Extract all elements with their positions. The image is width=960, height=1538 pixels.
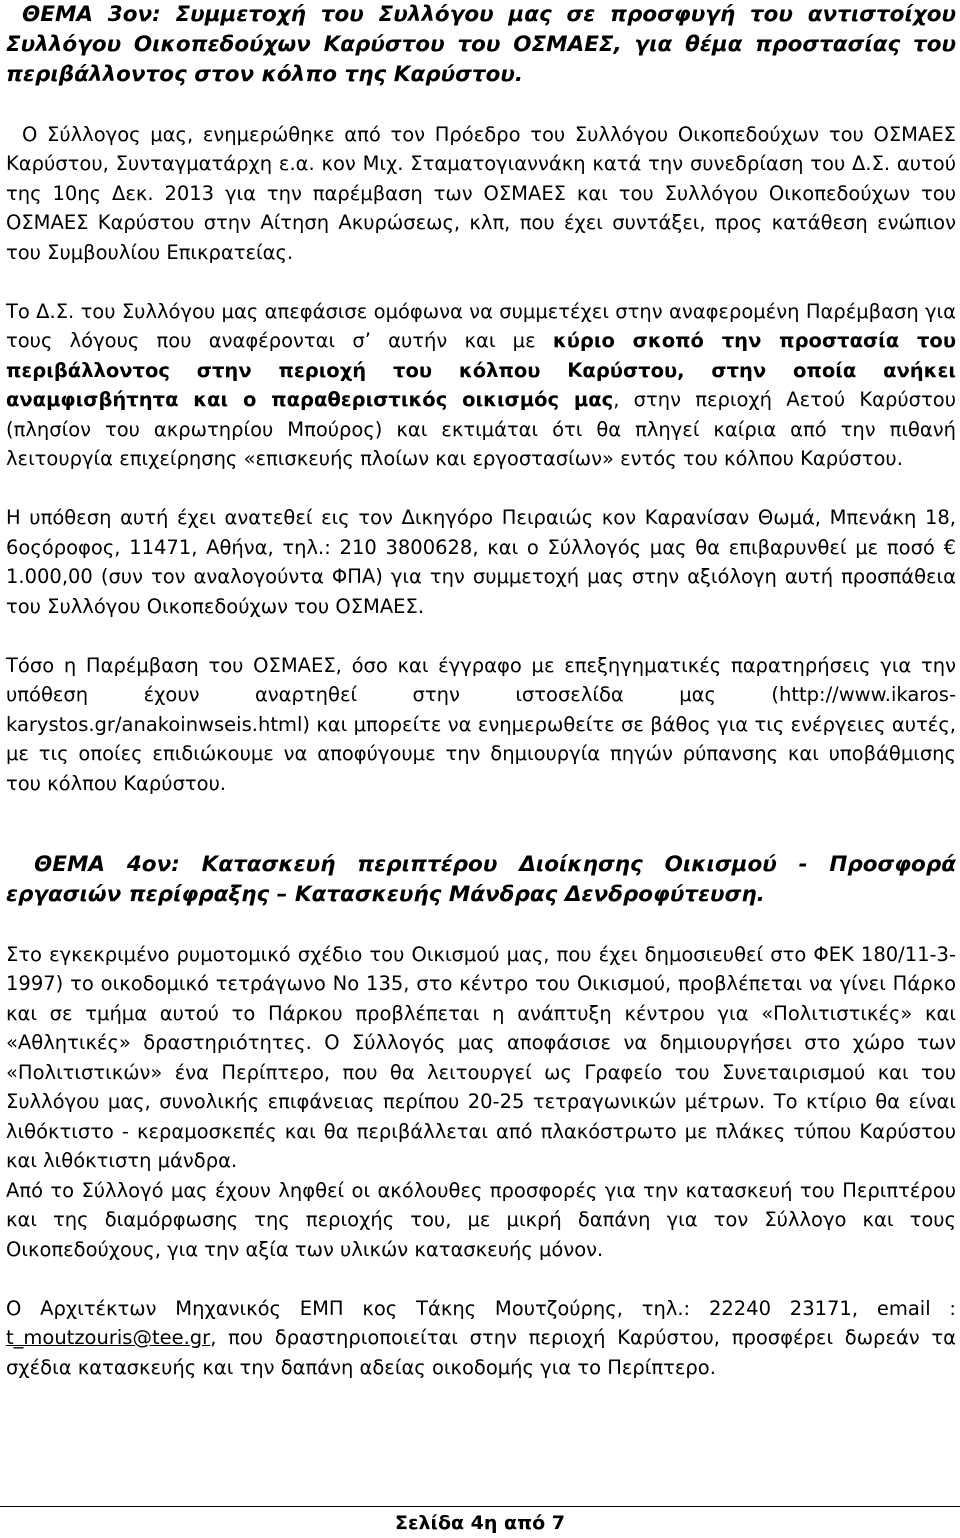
- paragraph-decision-text-b: , στην περιοχή Αετού Καρύστου (πλησίον του ακρωτηρίου Μπούρος) και εκτιμάται ότι θα πληγεί καίρια από την πιθανή λειτουργία επιχείρησης «επισκευής πλοίων και εργοστασίων» εντός του κόλπου Καρύστου.: [6, 388, 956, 470]
- page-number-footer: Σελίδα 4η από 7: [394, 1512, 566, 1534]
- paragraph-decision-text-a: Το Δ.Σ. του Συλλόγου μας απεφάσισε ομόφωνα να συμμετέχει στην αναφερομένη Παρέμβαση για τους λόγους που αναφέρονται σ’ αυτήν και με: [6, 299, 956, 352]
- heading-topic-3-text: ΘΕΜΑ 3ον: Συμμετοχή του Συλλόγου μας σε προσφυγή του αντιστοίχου Συλλόγου Οικοπεδούχων Καρύστου του ΟΣΜΑΕΣ, για θέμα προστασίας του περιβάλλοντος στον κόλπο της Καρύστου.: [6, 2, 956, 87]
- paragraph-decision: [6, 297, 956, 474]
- paragraph-architect-text-a: Ο Αρχιτέκτων Μηχανικός ΕΜΠ κος Τάκης Μουτζούρης, τηλ.: 22240 23171, email :: [6, 1296, 956, 1320]
- paragraph-briefing-text: Ο Σύλλογος μας, ενημερώθηκε από τον Πρόεδρο του Συλλόγου Οικοπεδούχων του ΟΣΜΑΕΣ Καρύστου, Συνταγματάρχη ε.α. κον Μιχ. Σταματογιαννάκη κατά την συνεδρίαση του Δ.Σ. αυτού της 10ης Δεκ. 2013 για την παρέμβαση των ΟΣΜΑΕΣ και του Συλλόγου Οικοπεδούχων του ΟΣΜΑΕΣ Καρύστου στην Αίτηση Ακυρώσεως, κλπ, που έχει συντάξει, προς κατάθεση ενώπιον του Συμβουλίου Επικρατείας.: [6, 122, 956, 264]
- paragraph-decision-bold: κύριο σκοπό την προστασία του περιβάλλοντος στην περιοχή του κόλπου Καρύστου, στην οποία ανήκει αναμφισβήτητα και ο παραθεριστικός οικισμός μας: [6, 329, 956, 411]
- paragraph-briefing: [6, 120, 956, 268]
- paragraph-website-text: Τόσο η Παρέμβαση του ΟΣΜΑΕΣ, όσο και έγγραφο με επεξηγηματικές παρατηρήσεις για την υπόθεση έχουν αναρτηθεί στην ιστοσελίδα μας (http://www.ikaros-karystos.gr/anakoinwseis.html) και μπορείτε να ενημερωθείτε σε βάθος για τις ενέργειες αυτές, με τις οποίες επιδιώκουμε να αποφύγουμε την δημιουργία πηγών ρύπανσης και υποβάθμισης του κόλπου Καρύστου.: [6, 653, 956, 795]
- paragraph-architect-text-b: , που δραστηριοποιείται στην περιοχή Καρύστου, προσφέρει δωρεάν τα σχέδια κατασκευής και την δαπάνη αδείας οικοδομής για το Περίπτερο.: [6, 1326, 956, 1379]
- footer-divider: [0, 1506, 960, 1507]
- email-link[interactable]: t_moutzouris@tee.gr: [6, 1326, 211, 1349]
- paragraph-lawyer-text: Η υπόθεση αυτή έχει ανατεθεί εις τον Δικηγόρο Πειραιώς κον Καρανίσαν Θωμά, Μπενάκη 18, 6οςόροφος, 11471, Αθήνα, τηλ.: 210 3800628, και ο Σύλλογός μας θα επιβαρυνθεί με ποσό € 1.000,00 (συν τον αναλογούντα ΦΠΑ) για την συμμετοχή μας στην αξιόλογη αυτή προσπάθεια του Συλλόγου Οικοπεδούχων του ΟΣΜΑΕΣ.: [6, 506, 956, 618]
- paragraph-offers: [6, 1176, 956, 1265]
- paragraph-offers-text: Από το Σύλλογό μας έχουν ληφθεί οι ακόλουθες προσφορές για την κατασκευή του Περιπτέρου και της διαμόρφωσης της περιοχής του, με μικρή δαπάνη για τον Σύλλογο και τους Οικοπεδούχους, για την αξία των υλικών κατασκευής μόνον.: [6, 1178, 956, 1261]
- paragraph-pavilion-text: Στο εγκεκριμένο ρυμοτομικό σχέδιο του Οικισμού μας, που έχει δημοσιευθεί στο ΦΕΚ 180/11-3-1997) το οικοδομικό τετράγωνο Νο 135, στο κέντρο του Οικισμού, προβλέπεται να γίνει Πάρκο και σε τμήμα αυτού το Πάρκου προβλέπεται η ανάπτυξη κέντρου για «Πολιτιστικές» και «Αθλητικές» δραστηριότητες. Ο Σύλλογός μας αποφάσισε να δημιουργήσει στο χώρο των «Πολιτιστικών» ένα Περίπτερο, που θα λειτουργεί ως Γραφείο του Συνεταιρισμού και του Συλλόγου μας, συνολικής επιφάνειας περίπου 20-25 τετραγωνικών μέτρων. Το κτίριο θα είναι λιθόκτιστο - κεραμοσκεπές και θα περιβάλλεται από πλακόστρωτο με πλάκες τύπου Καρύστου και λιθόκτιστη μάνδρα.: [6, 942, 956, 1172]
- heading-topic-4-text: ΘΕΜΑ 4ον: Κατασκευή περιπτέρου Διοίκησης Οικισμού - Προσφορά εργασιών περίφραξης – Κατασκευής Μάνδρας Δενδροφύτευση.: [6, 852, 956, 907]
- paragraph-pavilion: [6, 940, 956, 1176]
- heading-topic-4: [6, 850, 956, 910]
- heading-topic-3: [6, 0, 956, 90]
- document-page: [6, 0, 956, 1382]
- paragraph-website: [6, 651, 956, 799]
- paragraph-architect: [6, 1294, 956, 1383]
- paragraph-lawyer: [6, 503, 956, 621]
